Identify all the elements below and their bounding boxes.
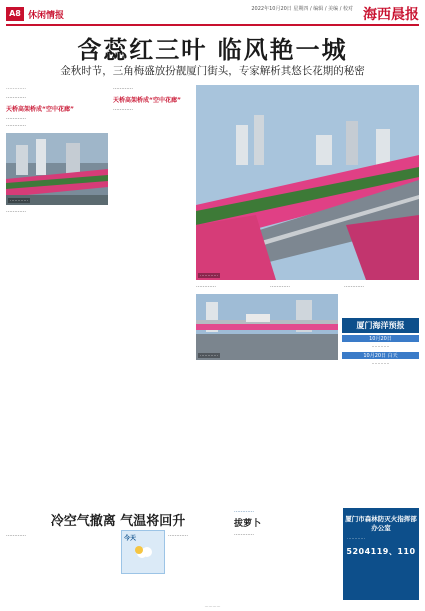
weather-headline: 冷空气撤离 气温将回升 bbox=[50, 514, 186, 529]
sidebar-date: 10月20日 白天 bbox=[342, 352, 419, 359]
photo-elevated-road bbox=[196, 294, 338, 360]
article-paragraph: ………… bbox=[113, 106, 133, 112]
column-tag: ………… bbox=[234, 508, 254, 514]
article-paragraph: ………… bbox=[6, 122, 26, 128]
weather-text-row bbox=[6, 532, 230, 539]
photo-caption: ………… bbox=[10, 198, 28, 203]
sidebar-row: ………… bbox=[371, 361, 390, 366]
weather-badge: 今天 bbox=[124, 535, 137, 542]
photo-caption: ………… bbox=[200, 353, 218, 358]
photo-image bbox=[196, 294, 338, 360]
sidebar-title: 厦门海洋预报 bbox=[342, 318, 419, 333]
fire-prevention-notice bbox=[343, 508, 419, 600]
column-article bbox=[234, 508, 338, 538]
section-name: 休闲情报 bbox=[28, 11, 65, 21]
article-paragraph: ………… bbox=[6, 115, 26, 121]
article-paragraph: ………… bbox=[270, 283, 290, 289]
page-header bbox=[6, 4, 419, 26]
article-paragraph: ………… bbox=[234, 531, 254, 537]
notice-phone: 5204119、110 bbox=[346, 547, 416, 556]
article-paragraph: ………… bbox=[196, 283, 216, 289]
page-number: A8 bbox=[6, 7, 24, 21]
article-paragraph: ………… bbox=[6, 94, 26, 100]
article-paragraph: ………… bbox=[113, 85, 133, 91]
sidebar-date: 10月20日 bbox=[342, 335, 419, 342]
weather-article bbox=[6, 510, 230, 539]
article-text-row bbox=[196, 283, 419, 290]
article-paragraph: ………… bbox=[344, 283, 364, 289]
article-paragraph: ………… bbox=[168, 532, 188, 538]
main-subheadline: 金秋时节，三角梅盛放扮靓厦门街头，专家解析其悠长花期的秘密 bbox=[60, 65, 365, 77]
photo-caption: ………… bbox=[200, 273, 218, 278]
article-subheading: 天桥高架桥成“空中花廊” bbox=[6, 106, 74, 113]
weather-widget bbox=[121, 530, 165, 574]
cloud-icon bbox=[134, 545, 154, 559]
photo-bougainvillea-bridge bbox=[196, 85, 419, 280]
notice-title: 厦门市森林防灭火指挥部办公室 bbox=[345, 515, 417, 532]
ocean-forecast-sidebar bbox=[342, 318, 419, 367]
byline: ………… bbox=[6, 85, 26, 91]
photo-image bbox=[196, 85, 419, 280]
notice-body: ………… bbox=[347, 536, 365, 541]
sidebar-row: ………… bbox=[371, 344, 390, 349]
photo-image bbox=[6, 133, 108, 205]
masthead-logo: 海西晨报 bbox=[363, 7, 419, 23]
main-headline: 含蕊红三叶 临风艳一城 bbox=[77, 35, 348, 64]
column-title: 拔萝卜 bbox=[234, 519, 262, 529]
article-column-middle bbox=[113, 85, 191, 113]
issue-info: 2022年10月20日 星期四 / 编辑 / 美编 / 校对 bbox=[251, 6, 353, 12]
article-column-left bbox=[6, 85, 108, 215]
article-paragraph: ………… bbox=[6, 208, 26, 214]
article-subheading: 天桥高架桥成“空中花廊” bbox=[113, 97, 181, 104]
page-footer: ………… bbox=[204, 603, 221, 608]
article-paragraph: ………… bbox=[6, 532, 26, 538]
photo-flower-road bbox=[6, 133, 108, 205]
